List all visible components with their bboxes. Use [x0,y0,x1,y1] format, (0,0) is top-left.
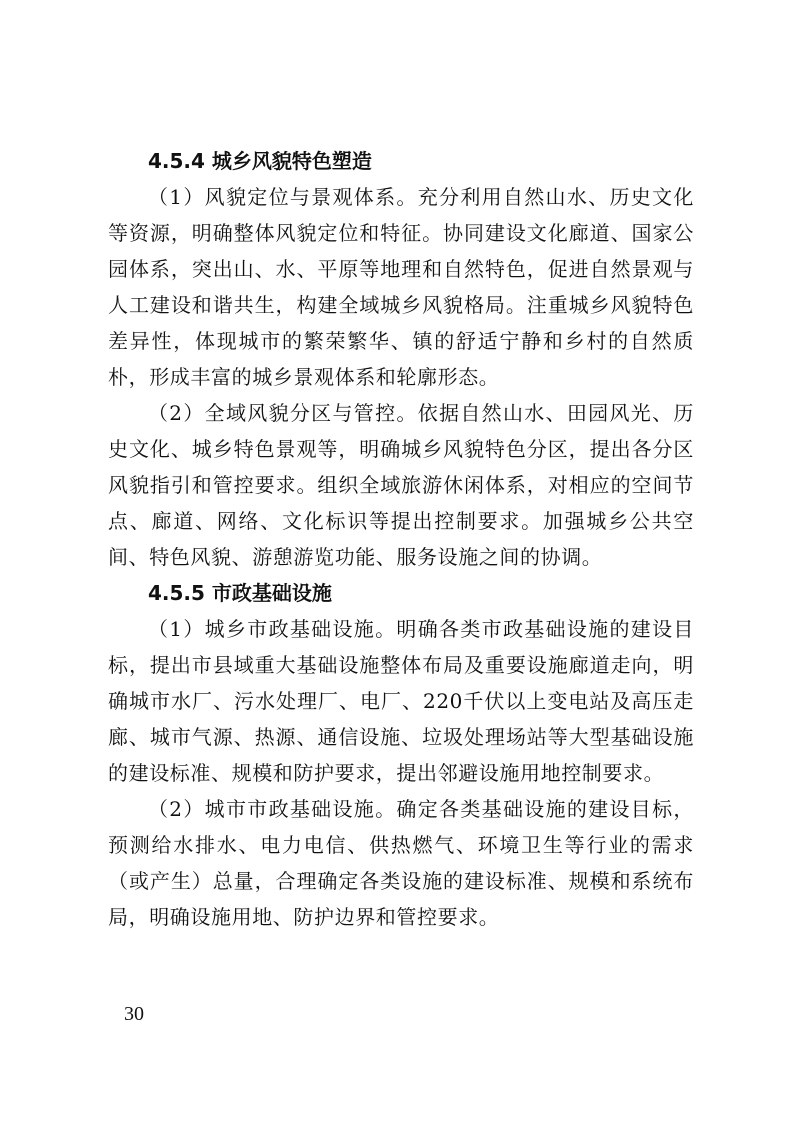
section-heading-4-5-4: 4.5.4 城乡风貌特色塑造 [148,149,372,173]
paragraph-landscape-system: （1）风貌定位与景观体系。充分利用自然山水、历史文化等资源，明确整体风貌定位和特征。协同建设文化廊道、国家公园体系，突出山、水、平原等地理和自然特色，促进自然景观与人工建设和谐共生，构建全域城乡风貌格局。注重城乡风貌特色差异性，体现城市的繁荣繁华、镇的舒适宁静和乡村的自然质朴，形成丰富的城乡景观体系和轮廓形态。 [108,185,694,389]
paragraph-urban-rural-infrastructure: （1）城乡市政基础设施。明确各类市政基础设施的建设目标，提出市县域重大基础设施整体布局及重要设施廊道走向，明确城市水厂、污水处理厂、电厂、220千伏以上变电站及高压走廊、城市气源、热源、通信设施、垃圾处理场站等大型基础设施的建设标准、规模和防护要求，提出邻避设施用地控制要求。 [108,617,694,785]
paragraph-city-infrastructure: （2）城市市政基础设施。确定各类基础设施的建设目标，预测给水排水、电力电信、供热燃气、环境卫生等行业的需求（或产生）总量，合理确定各类设施的建设标准、规模和系统布局，明确设施用地、防护边界和管控要求。 [108,797,694,929]
section-heading-4-5-5: 4.5.5 市政基础设施 [148,581,332,605]
paragraph-zoning-control: （2）全域风貌分区与管控。依据自然山水、田园风光、历史文化、城乡特色景观等，明确城乡风貌特色分区，提出各分区风貌指引和管控要求。组织全域旅游休闲体系，对相应的空间节点、廊道、网络、文化标识等提出控制要求。加强城乡公共空间、特色风貌、游憩游览功能、服务设施之间的协调。 [108,401,694,569]
page-number: 30 [124,1003,144,1025]
page-content [108,143,694,935]
